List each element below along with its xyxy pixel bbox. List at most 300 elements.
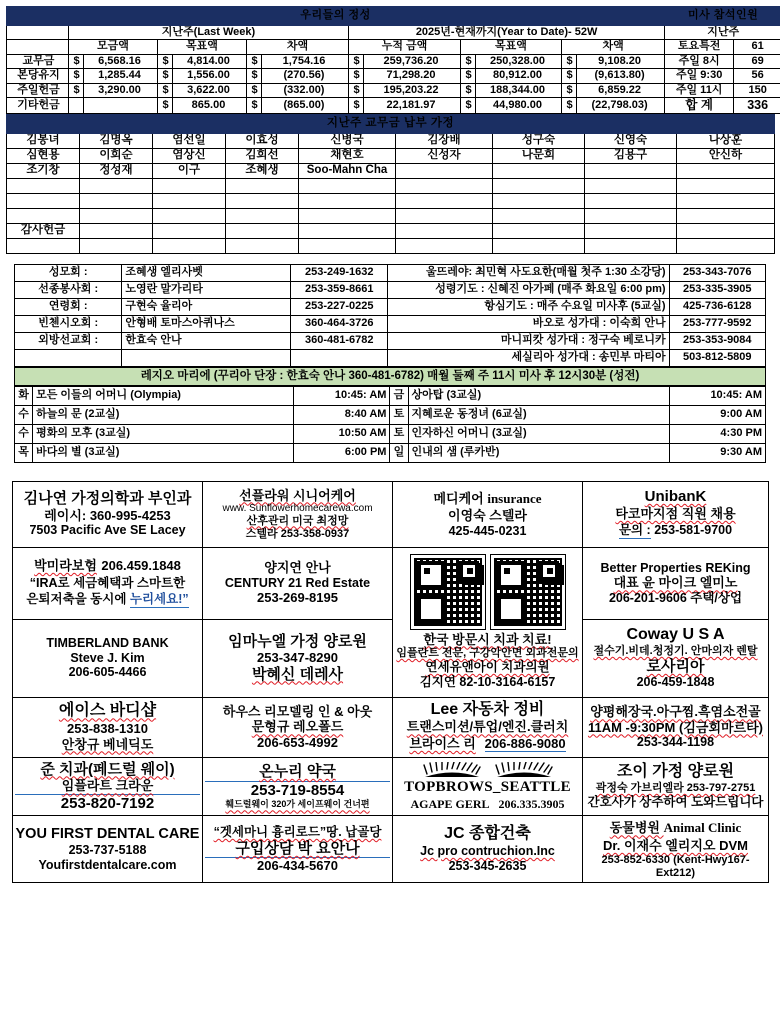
ytd-goal-2: 188,344.00 [476, 83, 562, 98]
ad-gethsemane-cemetery[interactable] [203, 816, 393, 883]
ministry-text: 울뜨레야: 최민혁 사도요한(매월 첫주 1:30 소강당) [388, 264, 669, 281]
currency-symbol: $ [158, 54, 173, 69]
table-row [15, 332, 766, 349]
col-header-diff-ytd: 차액 [562, 40, 665, 55]
donor-name [7, 208, 80, 223]
ad-line: 산후관리 미국 최정망 [246, 514, 349, 527]
thanks-cell [396, 238, 493, 253]
ad-line: 7503 Pacific Ave SE Lacey [29, 523, 186, 538]
ad-line: 연세유앤아이 치과의원 [425, 659, 550, 674]
donor-name [493, 178, 585, 193]
thanks-cell [396, 223, 493, 238]
table-row [7, 223, 775, 238]
donor-name: 신영숙 [585, 133, 677, 148]
ad-line: 253-269-8195 [257, 590, 338, 606]
ad-line: 문형규 레오폴드 [251, 719, 344, 735]
empty-corner [7, 25, 69, 40]
currency-symbol: $ [247, 54, 262, 69]
donor-name [299, 208, 396, 223]
finance-row [7, 98, 780, 114]
currency-symbol: $ [247, 83, 262, 98]
ad-line: Youfirstdentalcare.com [38, 857, 177, 872]
currency-symbol: $ [461, 54, 476, 69]
donor-name: 김희선 [226, 148, 299, 163]
ad-line: 누리세요!” [129, 592, 189, 607]
qr-code-group [395, 555, 580, 629]
ad-line: “IRA로 세금혜택과 스마트한 [29, 575, 186, 590]
lw-diff-2: (332.00) [262, 83, 349, 98]
donor-name [396, 163, 493, 178]
finance-table [6, 6, 780, 114]
ad-line: 브라이스 리 [409, 735, 476, 751]
ad-line: Better Properties REKing [600, 560, 751, 575]
ad-line: 에이스 바디샵 [58, 702, 157, 720]
thanks-cell [153, 223, 226, 238]
legio-day: 목 [15, 443, 33, 462]
ad-line: 206.459.1848 [101, 557, 181, 573]
ytd-raised-3: 22,181.97 [364, 98, 461, 114]
group-label: 외방선교회 : [15, 332, 122, 349]
table-row [13, 481, 769, 547]
table-row [7, 148, 775, 163]
table-row [7, 178, 775, 193]
attendance-value-0: 61 [734, 40, 780, 55]
ad-line: 253-345-2635 [448, 858, 527, 873]
ad-line: CENTURY 21 Red Estate [224, 575, 371, 590]
donor-name: 조기창 [7, 163, 80, 178]
ministry-phone: 253-353-9084 [669, 332, 765, 349]
ad-yangpyeong-restaurant[interactable] [583, 697, 769, 757]
donor-name [299, 193, 396, 208]
currency-symbol: $ [69, 69, 84, 84]
currency-symbol: $ [562, 98, 577, 114]
ad-line: 양지연 안나 [264, 560, 331, 576]
donors-section [0, 114, 780, 254]
ytd-goal-3: 44,980.00 [476, 98, 562, 114]
group-contact: 조혜생 엘리사벳 [122, 264, 291, 281]
ad-line: www. Sunflowerhomecarewa.com [222, 502, 373, 514]
advertisements-grid [12, 481, 769, 884]
legio-praesidium: 평화의 모후 (3교실) [33, 424, 294, 443]
ad-line: 준 치과(페드럴 웨이) [40, 760, 175, 778]
donor-name [80, 193, 153, 208]
ad-line: 한국 방문시 치과 치료! [423, 631, 552, 647]
ad-line: 안창규 베네딕도 [61, 736, 154, 752]
ad-medicare-insurance[interactable] [393, 481, 583, 547]
ad-line: Lee 자동차 정비 [430, 700, 545, 718]
thanks-cell [493, 223, 585, 238]
donor-name [677, 208, 775, 223]
donor-name [493, 193, 585, 208]
ad-line: 253-344-1198 [636, 735, 715, 750]
lw-diff-1: (270.56) [262, 69, 349, 84]
groups-table [14, 264, 766, 367]
thanks-cell [80, 238, 153, 253]
currency-symbol: $ [158, 98, 173, 114]
donor-name: 이구 [153, 163, 226, 178]
ad-line: 11AM -9:30PM (김금회마르타) [587, 719, 764, 735]
table-row [15, 315, 766, 332]
ministry-text: 성령기도 : 신혜진 아가페 (매주 화요일 6:00 pm) [388, 281, 669, 298]
advertisements-section [0, 463, 780, 892]
ad-line: 동물병원 [609, 820, 664, 836]
finance-row-label-2: 주일헌금 [7, 83, 69, 98]
attendance-label-4: 합 계 [665, 98, 734, 114]
ad-line: 타코마지점 직원 채용 [615, 505, 736, 521]
legio-time: 8:40 AM [294, 405, 390, 424]
thanks-cell [80, 223, 153, 238]
ad-line: UnibanK [644, 488, 707, 506]
group-phone: 360-464-3726 [291, 315, 388, 332]
currency-symbol: $ [461, 69, 476, 84]
legio-praesidium: 지혜로운 동정녀 (6교실) [408, 405, 669, 424]
ytd-diff-2: 6,859.22 [577, 83, 665, 98]
group-contact: 안형배 토마스아퀴나스 [122, 315, 291, 332]
ad-line: 온누리 약국 [205, 763, 390, 782]
thanks-cell [585, 223, 677, 238]
ad-line: 박혜신 데레사 [251, 665, 344, 683]
group-phone: 253-359-8661 [291, 281, 388, 298]
donor-name: 김용구 [585, 148, 677, 163]
ytd-raised-1: 71,298.20 [364, 69, 461, 84]
finance-title: 우리들의 정성 [7, 7, 665, 26]
ad-line: 206-459-1848 [636, 675, 715, 690]
legio-praesidium: 하늘의 문 (2교실) [33, 405, 294, 424]
ad-line: 은퇴저축을 동시에 [26, 592, 130, 607]
attendance-value-3: 150 [734, 83, 780, 98]
legio-time: 10:50 AM [294, 424, 390, 443]
group-contact: 노영란 말가리타 [122, 281, 291, 298]
donor-name: 신병국 [299, 133, 396, 148]
thanks-cell [226, 238, 299, 253]
table-row [7, 208, 775, 223]
table-row [13, 697, 769, 757]
group-contact-empty [122, 349, 291, 366]
table-row [7, 193, 775, 208]
ad-line: Animal Clinic [663, 820, 742, 836]
ad-line: 레이시: 360-995-4253 [44, 507, 171, 523]
table-row [15, 405, 766, 424]
donor-name: Soo-Mahn Cha [299, 163, 396, 178]
ad-coway-usa[interactable] [583, 619, 769, 697]
ad-jc-construction[interactable] [393, 816, 583, 883]
finance-row-label-0: 교무금 [7, 54, 69, 69]
finance-row [7, 83, 780, 98]
donor-name [585, 178, 677, 193]
donor-name: 안신하 [677, 148, 775, 163]
thanks-cell [493, 238, 585, 253]
ad-sunflower-senior-care[interactable] [203, 481, 393, 547]
ministry-text: 마니피캇 성가대 : 정구숙 베로니카 [388, 332, 669, 349]
table-row [15, 443, 766, 462]
group-label: 연령회 : [15, 298, 122, 315]
ytd-goal-0: 250,328.00 [476, 54, 562, 69]
ad-kim-na-yeon-clinic[interactable] [13, 481, 203, 547]
ad-you-first-dental-care[interactable] [13, 816, 203, 883]
ad-line: TOPBROWS_SEATTLE [404, 779, 571, 796]
ad-line: 임플란트 전문, 구강악안면 외과전문의 [396, 646, 579, 659]
attendance-value-2: 56 [734, 69, 780, 84]
donor-name: 신성자 [396, 148, 493, 163]
ad-line: 253-581-9700 [650, 523, 733, 538]
currency-symbol: $ [461, 98, 476, 114]
ad-line: 구입상담 박 요안나 [205, 840, 390, 859]
ad-timberland-bank[interactable] [13, 619, 203, 697]
ad-line: TIMBERLAND BANK [46, 635, 169, 650]
qr-code-icon[interactable] [491, 555, 565, 629]
currency-symbol: $ [461, 83, 476, 98]
ad-line: 스텔라 253-358-0937 [245, 527, 350, 540]
donor-name: 정성재 [80, 163, 153, 178]
ad-line: “겟세마니 흉리로드”땅. 납골당 [213, 825, 382, 840]
thanks-cell [7, 238, 80, 253]
empty-corner-2 [7, 40, 69, 55]
legio-praesidium: 인자하신 어머니 (3교실) [408, 424, 669, 443]
table-row [15, 424, 766, 443]
ad-line: 253-719-8554 [250, 781, 345, 799]
ad-line: 김지연 82-10-3164-6157 [419, 674, 556, 689]
legio-praesidium: 인내의 샘 (루카반) [408, 443, 669, 462]
lw-raised-3 [84, 98, 158, 114]
donor-name: 조혜생 [226, 163, 299, 178]
donor-name: 심현용 [7, 148, 80, 163]
ad-line: 박미라보험 [34, 557, 97, 573]
group-label-empty [15, 349, 122, 366]
ad-line: 하우스 리모델링 인 & 아웃 [222, 704, 373, 720]
table-row [13, 757, 769, 816]
ad-line: 대표 윤 마이크 엘미노 [613, 575, 738, 591]
ad-unibank[interactable] [583, 481, 769, 547]
legio-time: 4:30 PM [669, 424, 765, 443]
donor-name [226, 208, 299, 223]
ad-line: 로사리아 [646, 657, 705, 675]
table-row [13, 816, 769, 883]
donor-name: 이희순 [80, 148, 153, 163]
thanks-cell [677, 223, 775, 238]
donors-table [6, 114, 775, 254]
group-label: 선종봉사회 : [15, 281, 122, 298]
ad-line: 선플라워 시니어케어 [239, 487, 356, 503]
ad-line: 206-653-4992 [257, 734, 338, 750]
donor-name [493, 163, 585, 178]
group-phone: 253-227-0225 [291, 298, 388, 315]
legio-time: 10:45: AM [294, 386, 390, 405]
ad-better-properties[interactable] [583, 547, 769, 619]
currency-symbol: $ [247, 69, 262, 84]
donor-name [396, 208, 493, 223]
col-header-goal-ytd: 목표액 [461, 40, 562, 55]
thanks-cell [299, 223, 396, 238]
thanks-cell [299, 238, 396, 253]
attendance-value-1: 69 [734, 54, 780, 69]
legio-day: 금 [390, 386, 408, 405]
donor-name [153, 208, 226, 223]
legio-banner: 레지오 마리에 (꾸리아 단장 : 한효숙 안나 360-481-6782) 매월 둘째 주 11시 미사 후 12시30분 (성전) [14, 367, 766, 386]
table-row [15, 349, 766, 366]
lw-diff-0: 1,754.16 [262, 54, 349, 69]
currency-symbol-empty [69, 98, 84, 114]
ad-line: 253-347-8290 [257, 650, 338, 666]
ad-line: Dr. 이재수 엘리지오 DVM [603, 838, 748, 854]
currency-symbol: $ [562, 54, 577, 69]
thanks-offering-label: 감사헌금 [7, 223, 80, 238]
thanks-cell [153, 238, 226, 253]
groups-section [0, 254, 780, 463]
ad-joy-nursing-home[interactable] [583, 757, 769, 816]
ad-line: JC 종합건축 [444, 825, 531, 843]
ad-line: 절수기.비데.청정기. 안마의자 렌탈 [593, 644, 758, 657]
table-row [7, 238, 775, 253]
ad-line: 문의 : [618, 523, 651, 538]
attendance-label-2: 주일 9:30 [665, 69, 734, 84]
table-row [15, 298, 766, 315]
ad-june-dental[interactable] [13, 757, 203, 816]
ad-line: 206-605-4466 [68, 665, 147, 680]
ad-line: YOU FIRST DENTAL CARE [15, 826, 200, 843]
group-contact: 한효숙 안나 [122, 332, 291, 349]
eyelashes-icon [395, 762, 580, 778]
header-last-week: 지난주(Last Week) [69, 25, 349, 40]
legio-day: 토 [390, 405, 408, 424]
donor-name [299, 178, 396, 193]
ad-lee-auto-repair[interactable] [393, 697, 583, 757]
donor-name [7, 193, 80, 208]
donor-name [153, 178, 226, 193]
legio-time: 6:00 PM [294, 443, 390, 462]
ad-yonsei-dental-korea[interactable] [393, 547, 583, 697]
currency-symbol: $ [562, 69, 577, 84]
thanks-cell [585, 238, 677, 253]
ytd-raised-2: 195,203.22 [364, 83, 461, 98]
ad-line: Coway U S A [626, 625, 725, 643]
group-phone: 360-481-6782 [291, 332, 388, 349]
qr-code-icon[interactable] [411, 555, 485, 629]
ad-line: 206-434-5670 [257, 858, 338, 874]
attendance-label-0: 토요특전 [665, 40, 734, 55]
group-label: 성모회 : [15, 264, 122, 281]
table-row [13, 619, 769, 697]
ad-house-remodeling[interactable] [203, 697, 393, 757]
donor-name: 김명옥 [80, 133, 153, 148]
ad-line: 조이 가정 양로원 [616, 763, 735, 781]
table-row [7, 163, 775, 178]
group-phone-empty [291, 349, 388, 366]
col-header-goal-lw: 목표액 [158, 40, 247, 55]
currency-symbol: $ [349, 54, 364, 69]
donor-name [585, 208, 677, 223]
donors-title: 지난주 교무금 납부 가정 [7, 115, 775, 134]
lw-goal-0: 4,814.00 [173, 54, 247, 69]
thanks-cell [226, 223, 299, 238]
lw-goal-1: 1,556.00 [173, 69, 247, 84]
lw-raised-0: 6,568.16 [84, 54, 158, 69]
donor-name [677, 178, 775, 193]
ad-topbrows-seattle[interactable] [393, 757, 583, 816]
ad-line: 양평해장국.아구찜.흑염소전골 [590, 704, 761, 720]
donor-name: 채현호 [299, 148, 396, 163]
finance-row [7, 69, 780, 84]
ad-line: 트랜스미션/튜업/엔진.클러치 [406, 719, 569, 735]
ministry-text: 세실리아 성가대 : 송민부 마티아 [388, 349, 669, 366]
thanks-cell [677, 238, 775, 253]
attendance-label-1: 주일 8시 [665, 54, 734, 69]
ad-onnuri-pharmacy[interactable] [203, 757, 393, 816]
currency-symbol: $ [69, 54, 84, 69]
group-contact: 구현숙 율리아 [122, 298, 291, 315]
lw-raised-1: 1,285.44 [84, 69, 158, 84]
finance-section [0, 0, 780, 114]
ad-line: 425-445-0231 [448, 523, 527, 538]
donor-name: 염상신 [153, 148, 226, 163]
donor-name: 이효성 [226, 133, 299, 148]
table-row [15, 264, 766, 281]
ad-line: Steve J. Kim [70, 650, 145, 665]
currency-symbol: $ [247, 98, 262, 114]
ytd-diff-3: (22,798.03) [577, 98, 665, 114]
ministry-text: 항심기도 : 매주 수요일 미사후 (5교실) [388, 298, 669, 315]
table-row [15, 386, 766, 405]
currency-symbol: $ [562, 83, 577, 98]
group-phone: 253-249-1632 [291, 264, 388, 281]
ad-yang-jiyeon-century21[interactable] [203, 547, 393, 619]
donor-name [7, 178, 80, 193]
donor-name [677, 193, 775, 208]
currency-symbol: $ [158, 83, 173, 98]
ad-ace-body-shop[interactable] [13, 697, 203, 757]
donor-name: 나상훈 [677, 133, 775, 148]
ad-animal-clinic[interactable] [583, 816, 769, 883]
donor-name [226, 193, 299, 208]
finance-row-label-3: 기타헌금 [7, 98, 69, 114]
attendance-label-3: 주일 11시 [665, 83, 734, 98]
ministry-phone: 503-812-5809 [669, 349, 765, 366]
ad-line: AGAPE GERL [410, 796, 490, 811]
ad-park-mira-insurance[interactable] [13, 547, 203, 619]
group-label: 빈첸시오회 : [15, 315, 122, 332]
ad-line: 메디케어 [433, 490, 488, 506]
donor-name [585, 163, 677, 178]
ministry-phone: 253-335-3905 [669, 281, 765, 298]
ad-line: 253-820-7192 [60, 794, 155, 812]
lw-goal-3: 865.00 [173, 98, 247, 114]
donor-name: 나문희 [493, 148, 585, 163]
ministry-phone: 425-736-6128 [669, 298, 765, 315]
ad-immanuel-nursing-home[interactable] [203, 619, 393, 697]
ad-line: Jc pro contruchion.Inc [420, 844, 555, 859]
ytd-goal-1: 80,912.00 [476, 69, 562, 84]
donor-name: 성구숙 [493, 133, 585, 148]
ytd-diff-0: 9,108.20 [577, 54, 665, 69]
legio-time: 10:45: AM [669, 386, 765, 405]
ad-line: 곽정숙 가브리엘라 253-797-2751 [595, 782, 756, 795]
lw-raised-2: 3,290.00 [84, 83, 158, 98]
donor-name [677, 163, 775, 178]
ad-line: 206-201-9606 주택/상업 [608, 590, 743, 605]
ministry-phone: 253-343-7076 [669, 264, 765, 281]
ytd-raised-0: 259,736.20 [364, 54, 461, 69]
ytd-diff-1: (9,613.80) [577, 69, 665, 84]
ministry-text: 바오로 성가대 : 이숙희 안나 [388, 315, 669, 332]
finance-row-label-1: 본당유지 [7, 69, 69, 84]
legio-day: 수 [15, 424, 33, 443]
legio-praesidium: 상아탑 (3교실) [408, 386, 669, 405]
table-row [15, 281, 766, 298]
table-row [13, 547, 769, 619]
currency-symbol: $ [349, 98, 364, 114]
ministry-phone: 253-777-9592 [669, 315, 765, 332]
donor-name [396, 193, 493, 208]
ad-line: insurance [487, 490, 542, 506]
